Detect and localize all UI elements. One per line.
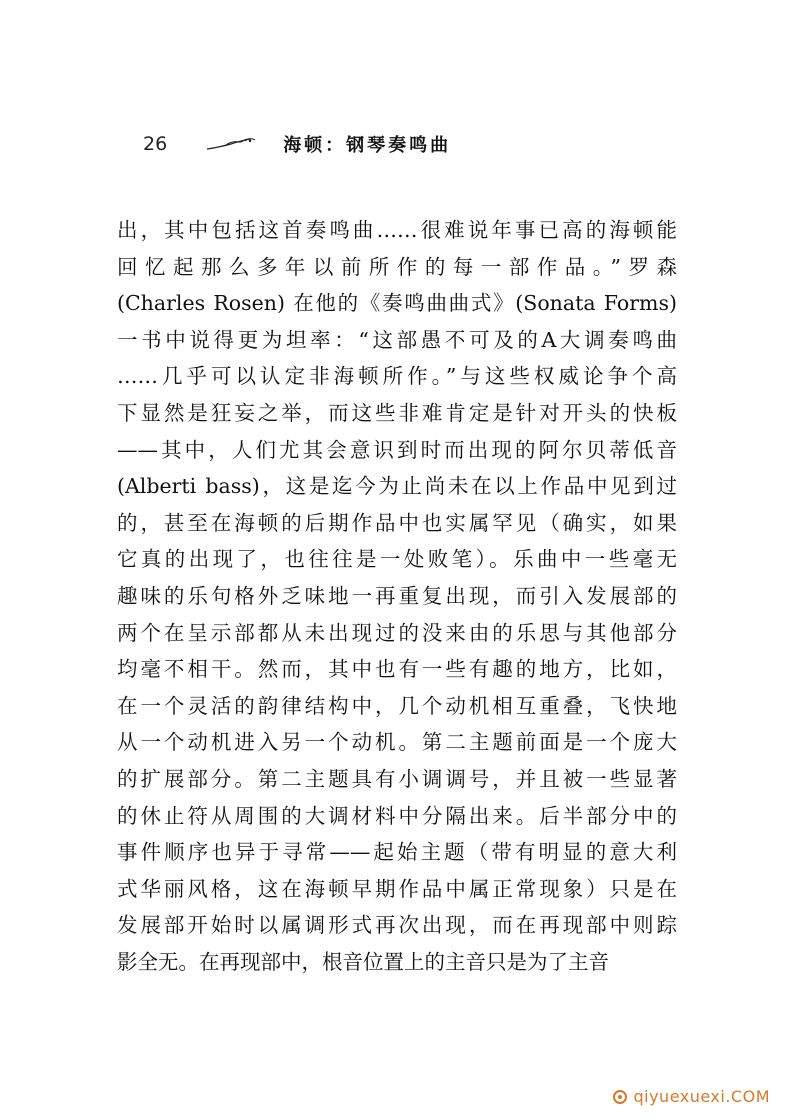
text-line: 在一个灵活的韵律结构中，几个动机相互重叠，飞快地	[117, 693, 677, 718]
page-header	[143, 128, 451, 160]
text-line: 的，甚至在海顿的后期作品中也实属罕见（确实，如果	[117, 510, 677, 535]
text-line: 的扩展部分。第二主题具有小调调号，并且被一些显著	[117, 766, 677, 791]
text-line: 一书中说得更为坦率：“这部愚不可及的A大调奏鸣曲	[117, 327, 677, 352]
text-line: 下显然是狂妄之举，而这些非难肯定是针对开头的快板	[117, 400, 677, 425]
watermark-logo-icon	[613, 1090, 627, 1104]
text-line: 发展部开始时以属调形式再次出现，而在再现部中则踪	[117, 913, 677, 938]
scroll-ornament-icon	[205, 136, 257, 152]
text-line: (Alberti bass)，这是迄今为止尚未在以上作品中见到过	[117, 474, 677, 499]
text-line: 从一个动机进入另一个动机。第二主题前面是一个庞大	[117, 730, 677, 755]
text-line: ……几乎可以认定非海顿所作。”与这些权威论争个高	[117, 364, 677, 389]
running-title: 海顿：钢琴奏鸣曲	[283, 135, 452, 156]
watermark-text: qiyuexuexi.COM	[633, 1087, 770, 1106]
site-watermark	[613, 1087, 770, 1106]
text-line: 趣味的乐句格外乏味地一再重复出现，而引入发展部的	[117, 583, 677, 608]
text-line: 两个在呈示部都从未出现过的没来由的乐思与其他部分	[117, 620, 677, 645]
text-line: 均毫不相干。然而，其中也有一些有趣的地方，比如，	[117, 657, 677, 682]
text-line: 回忆起那么多年以前所作的每一部作品。”罗森	[117, 254, 677, 279]
text-line: 它真的出现了，也往往是一处败笔）。乐曲中一些毫无	[117, 547, 677, 572]
text-line: 的休止符从周围的大调材料中分隔出来。后半部分中的	[117, 803, 677, 828]
text-line: 事件顺序也异于寻常——起始主题（带有明显的意大利	[117, 840, 677, 865]
text-line: (Charles Rosen) 在他的《奏鸣曲曲式》(Sonata Forms)	[117, 291, 677, 316]
text-line: 影全无。在再现部中，根音位置上的主音只是为了主音	[117, 949, 609, 974]
page-number: 26	[143, 133, 168, 155]
text-line: 式华丽风格，这在海顿早期作品中属正常现象）只是在	[117, 876, 677, 901]
text-line: ——其中，人们尤其会意识到时而出现的阿尔贝蒂低音	[117, 437, 677, 462]
text-line: 出，其中包括这首奏鸣曲……很难说年事已高的海顿能	[117, 218, 677, 242]
body-text	[117, 212, 677, 980]
